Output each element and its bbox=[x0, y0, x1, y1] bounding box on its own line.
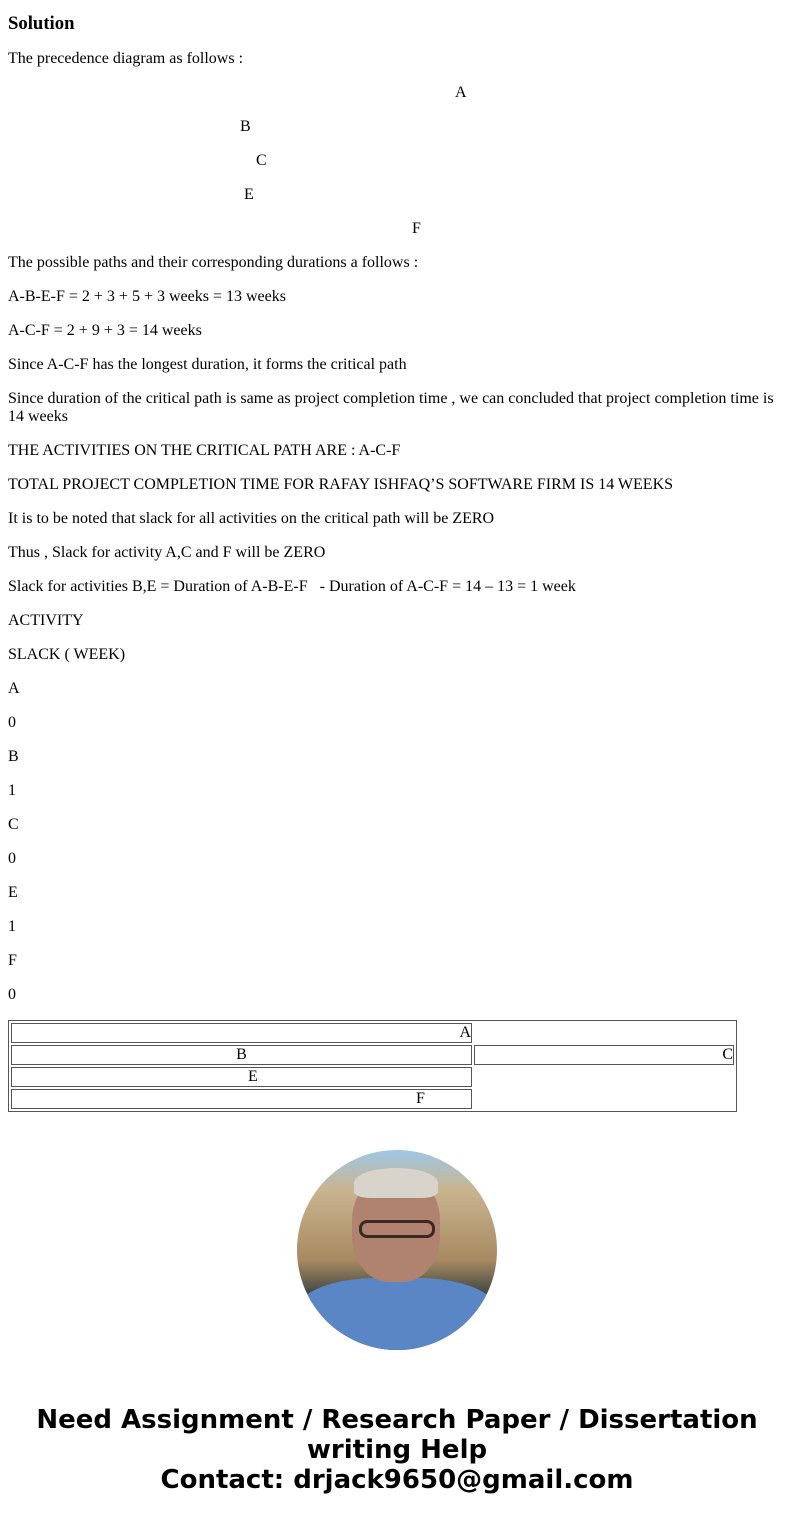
path-acf: A-C-F = 2 + 9 + 3 = 14 weeks bbox=[8, 322, 202, 339]
contact-email: Contact: drjack9650@gmail.com bbox=[160, 1465, 634, 1495]
statement: THE ACTIVITIES ON THE CRITICAL PATH ARE : A-C-F bbox=[8, 442, 401, 459]
help-text: Need Assignment / Research Paper / Dissertation writing Help bbox=[36, 1405, 758, 1465]
diagram-node-b: B bbox=[240, 118, 251, 135]
statement: Thus , Slack for activity A,C and F will be ZERO bbox=[8, 544, 326, 561]
grid-cell-b: B bbox=[11, 1045, 472, 1065]
statement: TOTAL PROJECT COMPLETION TIME FOR RAFAY ISHFAQ’S SOFTWARE FIRM IS 14 WEEKS bbox=[8, 476, 674, 493]
diagram-node-a: A bbox=[455, 84, 467, 101]
grid-cell-f: F bbox=[11, 1089, 472, 1109]
photo-shirt bbox=[297, 1278, 497, 1350]
slack-value: 0 bbox=[8, 714, 16, 731]
paths-intro: The possible paths and their corresponding durations a follows : bbox=[8, 254, 419, 271]
author-photo-wrapper bbox=[8, 1150, 786, 1355]
slack-activity: F bbox=[8, 952, 17, 969]
diagram-node-f: F bbox=[412, 220, 421, 237]
intro-text: The precedence diagram as follows : bbox=[8, 50, 244, 67]
slack-value: 1 bbox=[8, 918, 16, 935]
slack-value: 0 bbox=[8, 986, 16, 1003]
statement: Slack for activities B,E = Duration of A-B-E-F - Duration of A-C-F = 14 – 13 = 1 week bbox=[8, 578, 576, 595]
grid-empty-cell bbox=[474, 1089, 734, 1109]
grid-cell-e: E bbox=[11, 1067, 472, 1087]
author-photo bbox=[297, 1150, 497, 1350]
photo-hair bbox=[354, 1168, 438, 1198]
grid-empty-cell bbox=[474, 1023, 734, 1043]
slack-activity: E bbox=[8, 884, 18, 901]
grid-cell-a: A bbox=[11, 1023, 472, 1043]
diagram-grid-table bbox=[8, 1020, 737, 1112]
grid-empty-cell bbox=[474, 1067, 734, 1087]
slack-header-activity: ACTIVITY bbox=[8, 612, 84, 629]
slack-activity: B bbox=[8, 748, 19, 765]
diagram-node-c: C bbox=[256, 152, 267, 169]
statement: Since duration of the critical path is same as project completion time , we can concluded that project completion time is 14 weeks bbox=[8, 390, 774, 425]
slack-value: 1 bbox=[8, 782, 16, 799]
slack-value: 0 bbox=[8, 850, 16, 867]
statement: Since A-C-F has the longest duration, it forms the critical path bbox=[8, 356, 407, 373]
photo-glasses bbox=[359, 1220, 435, 1238]
slack-header-slack: SLACK ( WEEK) bbox=[8, 646, 126, 663]
precedence-diagram bbox=[8, 84, 786, 238]
path-abef: A-B-E-F = 2 + 3 + 5 + 3 weeks = 13 weeks bbox=[8, 288, 286, 305]
diagram-node-e: E bbox=[244, 186, 254, 203]
contact-banner bbox=[8, 1405, 786, 1495]
slack-activity: C bbox=[8, 816, 19, 833]
page-title: Solution bbox=[8, 13, 75, 34]
grid-cell-c: C bbox=[474, 1045, 734, 1065]
statement: It is to be noted that slack for all activities on the critical path will be ZERO bbox=[8, 510, 495, 527]
slack-table bbox=[8, 612, 786, 1004]
slack-activity: A bbox=[8, 680, 20, 697]
